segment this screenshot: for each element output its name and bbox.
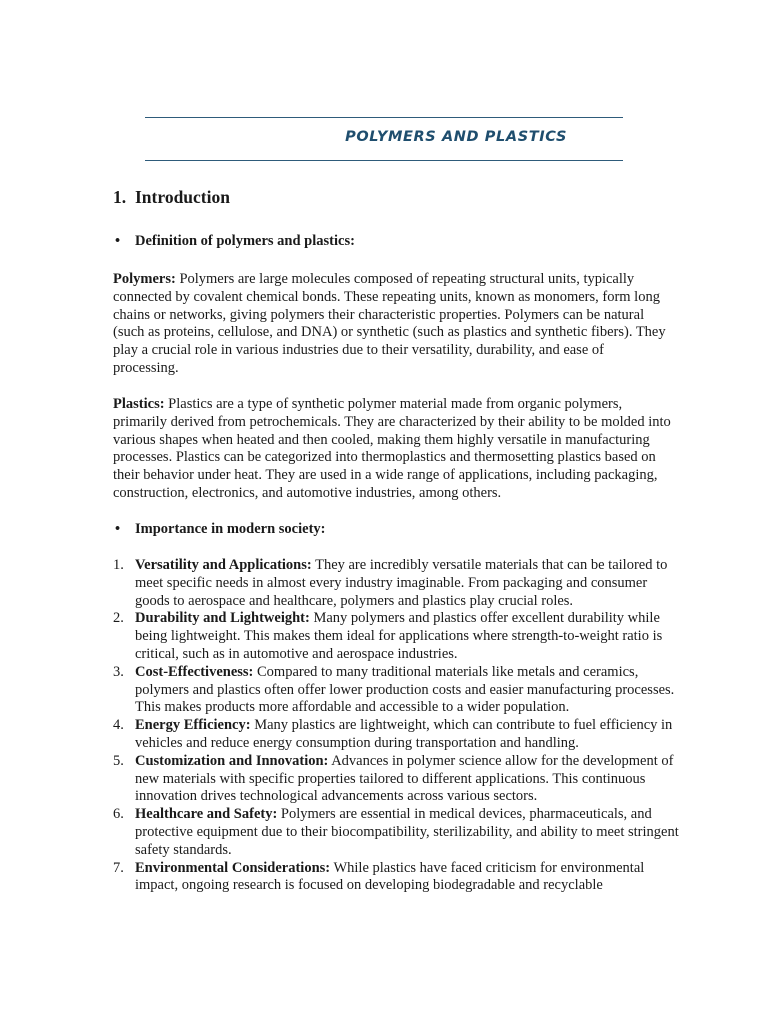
- list-lead: Cost-Effectiveness:: [135, 663, 254, 680]
- list-lead: Customization and Innovation:: [135, 752, 329, 769]
- bullet-marker: •: [115, 233, 121, 249]
- list-number: 6.: [113, 806, 124, 823]
- paragraph-plastics: [113, 396, 673, 503]
- bullet-importance: [113, 521, 325, 538]
- bullet-text: Definition of polymers and plastics:: [135, 233, 355, 249]
- list-number: 1.: [113, 557, 124, 573]
- paragraph-lead: Plastics:: [113, 396, 165, 412]
- header-rule-top: [145, 117, 623, 118]
- list-item: [113, 753, 683, 806]
- list-lead: Versatility and Applications:: [135, 557, 312, 573]
- list-item: [113, 860, 683, 896]
- list-text: Advances in polymer science allow for the development of new materials with specific properties tailored to different applications. This continuous innovation drives technological advancements across various sectors.: [135, 752, 674, 805]
- list-item: [113, 717, 683, 753]
- paragraph-polymers: [113, 271, 673, 378]
- list-lead: Healthcare and Safety:: [135, 806, 278, 823]
- list-number: 4.: [113, 717, 124, 734]
- list-lead: Durability and Lightweight:: [135, 610, 310, 627]
- section-heading: [113, 187, 230, 208]
- list-text: Many plastics are lightweight, which can contribute to fuel efficiency in vehicles and reduce energy consumption during transportation and handling.: [135, 717, 673, 751]
- list-lead: Environmental Considerations:: [135, 859, 331, 876]
- list-lead: Energy Efficiency:: [135, 717, 251, 734]
- list-number: 2.: [113, 610, 124, 627]
- list-number: 3.: [113, 663, 124, 680]
- bullet-definition: [113, 233, 355, 250]
- list-text: Many polymers and plastics offer excellent durability while being lightweight. This makes them ideal for applications where strength-to-weight ratio is critical, such as in automotive and aerospace industries.: [135, 610, 663, 662]
- list-text: Compared to many traditional materials like metals and ceramics, polymers and plastics often offer lower production costs and easier manufacturing processes. This makes products more affordable and accessible to a wider population.: [135, 663, 675, 716]
- section-number: 1.: [113, 187, 127, 207]
- bullet-marker: •: [115, 521, 121, 537]
- document-title: POLYMERS AND PLASTICS: [345, 129, 567, 145]
- list-number: 7.: [113, 859, 124, 876]
- header-rule-bottom: [145, 160, 623, 161]
- bullet-text: Importance in modern society:: [135, 521, 326, 537]
- paragraph-body: Polymers are large molecules composed of repeating structural units, typically connected by covalent chemical bonds. These repeating units, known as monomers, form long chains or networks, giving polymers their characteristic properties. Polymers can be natural (such as proteins, cellulose, and DNA) or synthetic (such as plastics and synthetic fibers). They play a crucial role in various industries due to their versatility, durability, and ease of processing.: [113, 271, 666, 376]
- list-item: [113, 610, 683, 663]
- list-text: Polymers are essential in medical devices, pharmaceuticals, and protective equipment due to their biocompatibility, sterilizability, and ability to meet stringent safety standards.: [135, 806, 679, 858]
- list-text: They are incredibly versatile materials that can be tailored to meet specific needs in almost every industry imaginable. From packaging and consumer goods to aerospace and healthcare, polymers and plastics play crucial roles.: [135, 557, 668, 609]
- list-number: 5.: [113, 752, 124, 769]
- paragraph-lead: Polymers:: [113, 271, 176, 287]
- list-text: While plastics have faced criticism for environmental impact, ongoing research is focused on developing biodegradable and recyclable: [135, 859, 645, 894]
- section-title: Introduction: [135, 187, 230, 207]
- list-item: [113, 557, 683, 610]
- list-item: [113, 664, 683, 717]
- importance-list: [113, 557, 683, 895]
- paragraph-body: Plastics are a type of synthetic polymer material made from organic polymers, primarily derived from petrochemicals. They are characterized by their ability to be molded into various shapes when heated and then cooled, making them highly versatile in manufacturing processes. Plastics can be categorized into thermoplastics and thermosetting plastics based on their behavior under heat. They are used in a wide range of applications, including packaging, construction, electronics, and automotive industries, among others.: [113, 396, 671, 501]
- list-item: [113, 806, 683, 859]
